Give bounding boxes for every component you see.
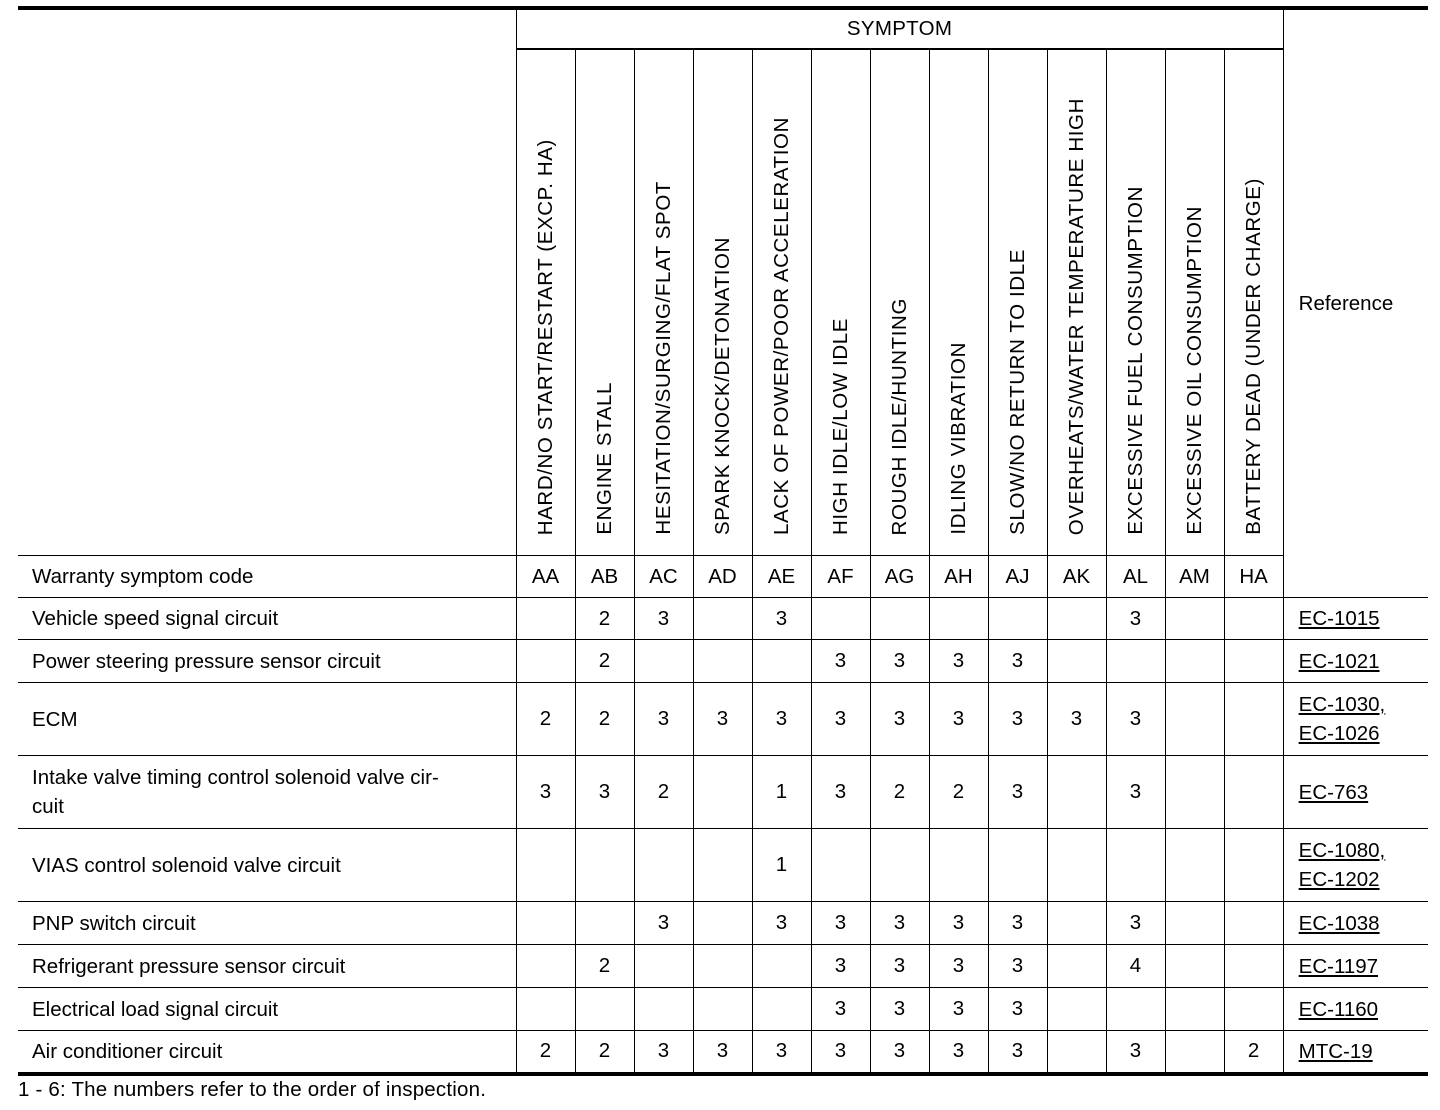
symptom-header-cell	[634, 49, 693, 556]
priority-cell	[575, 902, 634, 945]
priority-cell: 2	[516, 683, 575, 756]
symptom-header-cell	[575, 49, 634, 556]
priority-cell: 3	[634, 598, 693, 640]
priority-cell: 3	[634, 902, 693, 945]
priority-cell: 3	[516, 756, 575, 829]
reference-cell	[1283, 902, 1428, 945]
warranty-code-cell: AC	[634, 556, 693, 598]
priority-cell: 3	[988, 756, 1047, 829]
priority-cell: 2	[870, 756, 929, 829]
warranty-code-cell: AA	[516, 556, 575, 598]
priority-cell	[1047, 640, 1106, 683]
priority-cell	[1165, 756, 1224, 829]
priority-cell: 3	[811, 945, 870, 988]
symptom-header-cell	[929, 49, 988, 556]
priority-cell: 3	[929, 1031, 988, 1074]
priority-cell	[1224, 945, 1283, 988]
symptom-header-cell	[870, 49, 929, 556]
priority-cell	[575, 988, 634, 1031]
warranty-code-cell: AB	[575, 556, 634, 598]
priority-cell: 2	[575, 683, 634, 756]
priority-cell: 3	[752, 902, 811, 945]
priority-cell	[516, 945, 575, 988]
priority-cell	[693, 640, 752, 683]
priority-cell: 3	[988, 988, 1047, 1031]
symptom-name: OVERHEATS/WATER TEMPERATURE HIGH	[1064, 97, 1088, 535]
priority-cell	[1106, 640, 1165, 683]
table-row	[18, 988, 1428, 1031]
priority-cell	[929, 829, 988, 902]
reference-link[interactable]: EC-1160	[1298, 997, 1379, 1021]
table-row	[18, 598, 1428, 640]
priority-cell: 3	[988, 902, 1047, 945]
symptom-matrix-table	[18, 6, 1428, 1076]
symptom-name: IDLING VIBRATION	[946, 342, 970, 535]
priority-cell	[693, 988, 752, 1031]
priority-cell: 3	[870, 902, 929, 945]
priority-cell	[1224, 640, 1283, 683]
reference-cell	[1283, 683, 1428, 756]
priority-cell	[1165, 1031, 1224, 1074]
priority-cell: 3	[929, 640, 988, 683]
symptom-header-cell	[693, 49, 752, 556]
priority-cell: 3	[988, 1031, 1047, 1074]
row-label	[18, 829, 516, 902]
row-label-line: Vehicle speed signal circuit	[32, 607, 279, 630]
warranty-code-cell: AF	[811, 556, 870, 598]
priority-cell	[516, 902, 575, 945]
priority-cell: 3	[988, 945, 1047, 988]
symptom-name: SPARK KNOCK/DETONATION	[710, 237, 734, 535]
row-label	[18, 683, 516, 756]
table-row	[18, 756, 1428, 829]
priority-cell	[988, 598, 1047, 640]
priority-cell: 3	[752, 683, 811, 756]
priority-cell	[693, 902, 752, 945]
row-label	[18, 598, 516, 640]
priority-cell	[1224, 829, 1283, 902]
priority-cell: 3	[634, 683, 693, 756]
priority-cell	[988, 829, 1047, 902]
priority-cell: 3	[811, 640, 870, 683]
priority-cell: 2	[516, 1031, 575, 1074]
priority-cell: 3	[1106, 756, 1165, 829]
priority-cell: 2	[575, 945, 634, 988]
warranty-code-row	[18, 556, 1428, 598]
priority-cell	[1047, 598, 1106, 640]
symptom-name: SLOW/NO RETURN TO IDLE	[1005, 249, 1029, 535]
priority-cell: 3	[929, 902, 988, 945]
reference-cell	[1283, 598, 1428, 640]
priority-cell: 3	[1047, 683, 1106, 756]
header-corner-cell	[18, 8, 516, 556]
row-label-line: PNP switch circuit	[32, 911, 196, 935]
symptom-name: ENGINE STALL	[592, 382, 616, 535]
priority-cell: 3	[811, 902, 870, 945]
priority-cell: 4	[1106, 945, 1165, 988]
reference-link[interactable]: EC-1038	[1298, 911, 1380, 935]
priority-cell	[634, 988, 693, 1031]
row-label-line: Power steering pressure sensor circuit	[32, 649, 381, 673]
priority-cell	[1224, 683, 1283, 756]
priority-cell: 3	[693, 683, 752, 756]
priority-cell: 3	[811, 988, 870, 1031]
priority-cell: 3	[870, 640, 929, 683]
priority-cell: 3	[1106, 1031, 1165, 1074]
priority-cell	[1047, 1031, 1106, 1074]
reference-cell	[1283, 640, 1428, 683]
priority-cell	[634, 829, 693, 902]
priority-cell: 3	[870, 683, 929, 756]
symptom-header-cell	[1165, 49, 1224, 556]
priority-cell	[634, 945, 693, 988]
priority-cell: 3	[870, 945, 929, 988]
reference-link[interactable]: EC-1030,	[1298, 693, 1386, 716]
priority-cell: 3	[929, 683, 988, 756]
table-row	[18, 945, 1428, 988]
priority-cell	[811, 829, 870, 902]
reference-cell	[1283, 756, 1428, 829]
priority-cell	[516, 829, 575, 902]
priority-cell: 3	[752, 1031, 811, 1074]
symptom-header-cell	[988, 49, 1047, 556]
priority-cell	[1047, 829, 1106, 902]
priority-cell	[516, 598, 575, 640]
priority-cell: 3	[811, 756, 870, 829]
row-label-line: VIAS control solenoid valve circuit	[32, 853, 341, 877]
diagnosis-table-container	[18, 6, 1428, 1076]
priority-cell	[1165, 683, 1224, 756]
reference-link[interactable]: EC-1026	[1298, 722, 1380, 745]
priority-cell	[693, 945, 752, 988]
priority-cell	[752, 988, 811, 1031]
warranty-code-cell: AE	[752, 556, 811, 598]
priority-cell	[929, 598, 988, 640]
symptom-header-cell	[752, 49, 811, 556]
symptom-name: EXCESSIVE OIL CONSUMPTION	[1182, 206, 1206, 535]
priority-cell	[1047, 988, 1106, 1031]
symptom-name: BATTERY DEAD (UNDER CHARGE)	[1241, 178, 1265, 535]
priority-cell: 3	[988, 683, 1047, 756]
priority-cell: 3	[811, 683, 870, 756]
priority-cell	[1224, 756, 1283, 829]
priority-cell: 3	[634, 1031, 693, 1074]
priority-cell: 3	[929, 945, 988, 988]
priority-cell	[1165, 829, 1224, 902]
priority-cell	[1165, 945, 1224, 988]
priority-cell	[1165, 902, 1224, 945]
priority-cell	[752, 640, 811, 683]
symptom-name: EXCESSIVE FUEL CONSUMPTION	[1123, 186, 1147, 535]
priority-cell: 2	[634, 756, 693, 829]
table-row	[18, 829, 1428, 902]
warranty-code-cell: AJ	[988, 556, 1047, 598]
symptom-name: HARD/NO START/RESTART (EXCP. HA)	[533, 138, 557, 535]
priority-cell	[1224, 598, 1283, 640]
priority-cell	[1047, 756, 1106, 829]
row-label	[18, 1031, 516, 1074]
priority-cell: 2	[929, 756, 988, 829]
reference-link[interactable]: EC-1015	[1298, 607, 1380, 630]
row-label-line: ECM	[32, 707, 78, 731]
reference-link[interactable]: EC-1080,	[1298, 839, 1386, 862]
priority-cell	[1047, 902, 1106, 945]
symptom-group-header: SYMPTOM	[516, 8, 1283, 49]
table-row	[18, 902, 1428, 945]
warranty-code-cell: AH	[929, 556, 988, 598]
priority-cell	[1165, 988, 1224, 1031]
row-label	[18, 756, 516, 829]
priority-cell	[1224, 988, 1283, 1031]
reference-link[interactable]: MTC-19	[1298, 1039, 1373, 1063]
inspection-order-footnote: 1 - 6: The numbers refer to the order of inspection.	[18, 1078, 487, 1101]
priority-cell: 3	[1106, 598, 1165, 640]
priority-cell: 3	[811, 1031, 870, 1074]
priority-cell: 2	[575, 640, 634, 683]
priority-cell	[575, 829, 634, 902]
priority-cell: 2	[575, 598, 634, 640]
symptom-header-cell	[516, 49, 575, 556]
priority-cell	[1165, 640, 1224, 683]
priority-cell	[634, 640, 693, 683]
row-label	[18, 902, 516, 945]
priority-cell: 2	[1224, 1031, 1283, 1074]
reference-cell	[1283, 1031, 1428, 1074]
symptom-name: HESITATION/SURGING/FLAT SPOT	[651, 181, 675, 535]
warranty-code-cell: AK	[1047, 556, 1106, 598]
priority-cell	[516, 988, 575, 1031]
priority-cell: 3	[575, 756, 634, 829]
priority-cell: 2	[575, 1031, 634, 1074]
header-row-group	[18, 8, 1428, 49]
row-label-line: Refrigerant pressure sensor circuit	[32, 954, 346, 978]
priority-cell	[870, 598, 929, 640]
priority-cell	[1224, 902, 1283, 945]
priority-cell: 1	[752, 756, 811, 829]
warranty-code-cell: AM	[1165, 556, 1224, 598]
reference-link[interactable]: EC-1202	[1298, 868, 1380, 891]
symptom-header-cell	[1224, 49, 1283, 556]
warranty-code-cell: HA	[1224, 556, 1283, 598]
reference-link[interactable]: EC-1021	[1298, 649, 1380, 673]
priority-cell	[693, 598, 752, 640]
priority-cell	[870, 829, 929, 902]
reference-link[interactable]: EC-763	[1298, 780, 1369, 804]
symptom-header-cell	[1047, 49, 1106, 556]
warranty-code-cell: AG	[870, 556, 929, 598]
priority-cell	[1106, 988, 1165, 1031]
row-label-line: Air conditioner circuit	[32, 1039, 223, 1063]
reference-cell	[1283, 988, 1428, 1031]
symptom-name: LACK OF POWER/POOR ACCELERATION	[769, 116, 793, 535]
priority-cell	[516, 640, 575, 683]
priority-cell: 3	[1106, 683, 1165, 756]
table-row	[18, 1031, 1428, 1074]
row-label	[18, 640, 516, 683]
symptom-header-cell	[811, 49, 870, 556]
reference-header: Reference	[1283, 8, 1428, 598]
warranty-code-cell: AD	[693, 556, 752, 598]
reference-link[interactable]: EC-1197	[1298, 954, 1379, 978]
priority-cell: 3	[1106, 902, 1165, 945]
table-row	[18, 640, 1428, 683]
priority-cell	[1106, 829, 1165, 902]
priority-cell	[1165, 598, 1224, 640]
row-label	[18, 945, 516, 988]
priority-cell: 3	[693, 1031, 752, 1074]
priority-cell: 3	[988, 640, 1047, 683]
priority-cell	[693, 829, 752, 902]
symptom-name: HIGH IDLE/LOW IDLE	[828, 318, 852, 535]
row-label-line: Intake valve timing control solenoid valve cir-	[32, 766, 439, 789]
priority-cell: 3	[929, 988, 988, 1031]
reference-cell	[1283, 829, 1428, 902]
row-label	[18, 988, 516, 1031]
priority-cell: 3	[870, 1031, 929, 1074]
row-label-line: Electrical load signal circuit	[32, 997, 279, 1021]
row-label-line: cuit	[32, 795, 64, 818]
priority-cell: 3	[752, 598, 811, 640]
priority-cell: 3	[870, 988, 929, 1031]
reference-cell	[1283, 945, 1428, 988]
priority-cell	[1047, 945, 1106, 988]
symptom-name: ROUGH IDLE/HUNTING	[887, 297, 911, 535]
symptom-header-cell	[1106, 49, 1165, 556]
priority-cell	[693, 756, 752, 829]
priority-cell	[811, 598, 870, 640]
table-row	[18, 683, 1428, 756]
warranty-code-label: Warranty symptom code	[18, 556, 516, 598]
priority-cell	[752, 945, 811, 988]
warranty-code-cell: AL	[1106, 556, 1165, 598]
priority-cell: 1	[752, 829, 811, 902]
